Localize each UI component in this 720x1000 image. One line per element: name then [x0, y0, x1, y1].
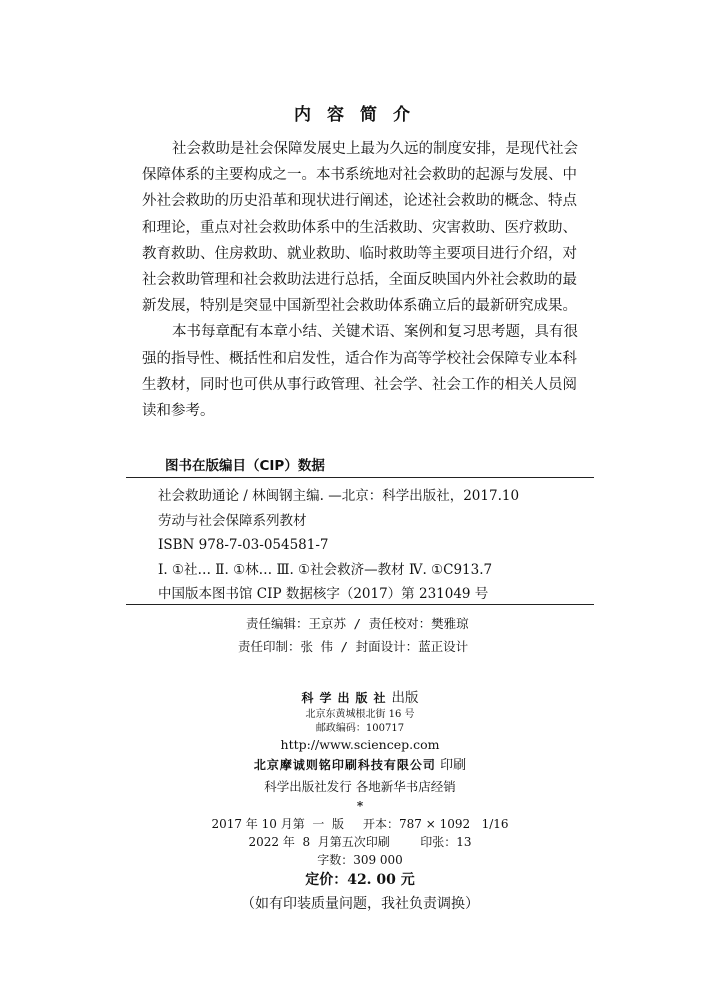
intro-line: 和理论，重点对社会救助体系中的生活救助、灾害救助、医疗救助、: [142, 219, 577, 236]
cip-line: 社会救助通论 / 林闽钢主编. —北京：科学出版社，2017.10: [158, 488, 520, 504]
quality-notice: （如有印装质量问题，我社负责调换）: [241, 896, 479, 912]
publisher-line: [0, 688, 720, 708]
word-count: 字数：309 000: [317, 853, 403, 867]
intro-line: 本书每章配有本章小结、关键术语、案例和复习思考题，具有很: [172, 324, 578, 341]
printer-line: [0, 754, 720, 777]
cip-heading: 图书在版编目（CIP）数据: [165, 458, 325, 474]
credits: [0, 612, 720, 658]
printer-name: 北京摩诚则铭印刷科技有限公司: [253, 758, 436, 772]
publisher-address: 北京东黄城根北街 16 号: [305, 709, 415, 720]
intro-line: 教育救助、住房救助、就业救助、临时救助等主要项目进行介绍，对: [142, 245, 577, 262]
intro-line: 生教材，同时也可供从事行政管理、社会学、社会工作的相关人员阅: [142, 376, 577, 393]
printer-suffix: 印刷: [440, 758, 467, 773]
intro-body: [142, 136, 594, 424]
credits-editors: 责任编辑：王京苏 / 责任校对：樊雅琼: [246, 616, 469, 631]
cip-line: Ⅰ. ①社… Ⅱ. ①林… Ⅲ. ①社会救济—教材 Ⅳ. ①C913.7: [158, 561, 493, 578]
cip-top-rule: [126, 477, 594, 478]
publisher-url: http://www.sciencep.com: [280, 737, 440, 752]
cip-data: [158, 484, 588, 607]
cip-line: 劳动与社会保障系列教材: [158, 512, 307, 529]
intro-line: 强的指导性、概括性和启发性，适合作为高等学校社会保障专业本科: [142, 350, 577, 367]
cip-bottom-rule: [126, 604, 594, 605]
publisher-suffix: 出版: [391, 690, 419, 706]
cip-line: ISBN 978-7-03-054581-7: [158, 537, 329, 553]
edition-line: 2017 年 10 月第 一 版 开本：787 × 1092 1/16: [211, 817, 509, 831]
separator-star: *: [356, 799, 364, 813]
publication-info: [0, 688, 720, 917]
publisher-postcode: 邮政编码：100717: [315, 723, 405, 734]
price: 定价：42. 00 元: [305, 872, 415, 888]
intro-line: 外社会救助的历史沿革和现状进行阐述，论述社会救助的概念、特点: [142, 193, 577, 210]
intro-line: 社会救助是社会保障发展史上最为久远的制度安排，是现代社会: [172, 141, 578, 157]
cip-line: 中国版本图书馆 CIP 数据核字（2017）第 231049 号: [158, 586, 489, 602]
publisher-name: 科学出版社: [301, 691, 392, 705]
intro-line: 新发展，特别是突显中国新型社会救助体系确立后的最新研究成果。: [142, 298, 577, 315]
intro-line: 读和参考。: [142, 403, 215, 420]
credits-production: 责任印制：张 伟 / 封面设计：蓝正设计: [238, 639, 469, 654]
intro-title: 内容简介: [294, 105, 426, 125]
distribution-line: 科学出版社发行 各地新华书店经销: [264, 779, 456, 794]
printing-line: 2022 年 8 月第五次印刷 印张：13: [248, 835, 472, 849]
intro-line: 社会救助管理和社会救助法进行总括，全面反映国内外社会救助的最: [142, 272, 577, 289]
intro-line: 保障体系的主要构成之一。本书系统地对社会救助的起源与发展、中: [142, 167, 577, 184]
